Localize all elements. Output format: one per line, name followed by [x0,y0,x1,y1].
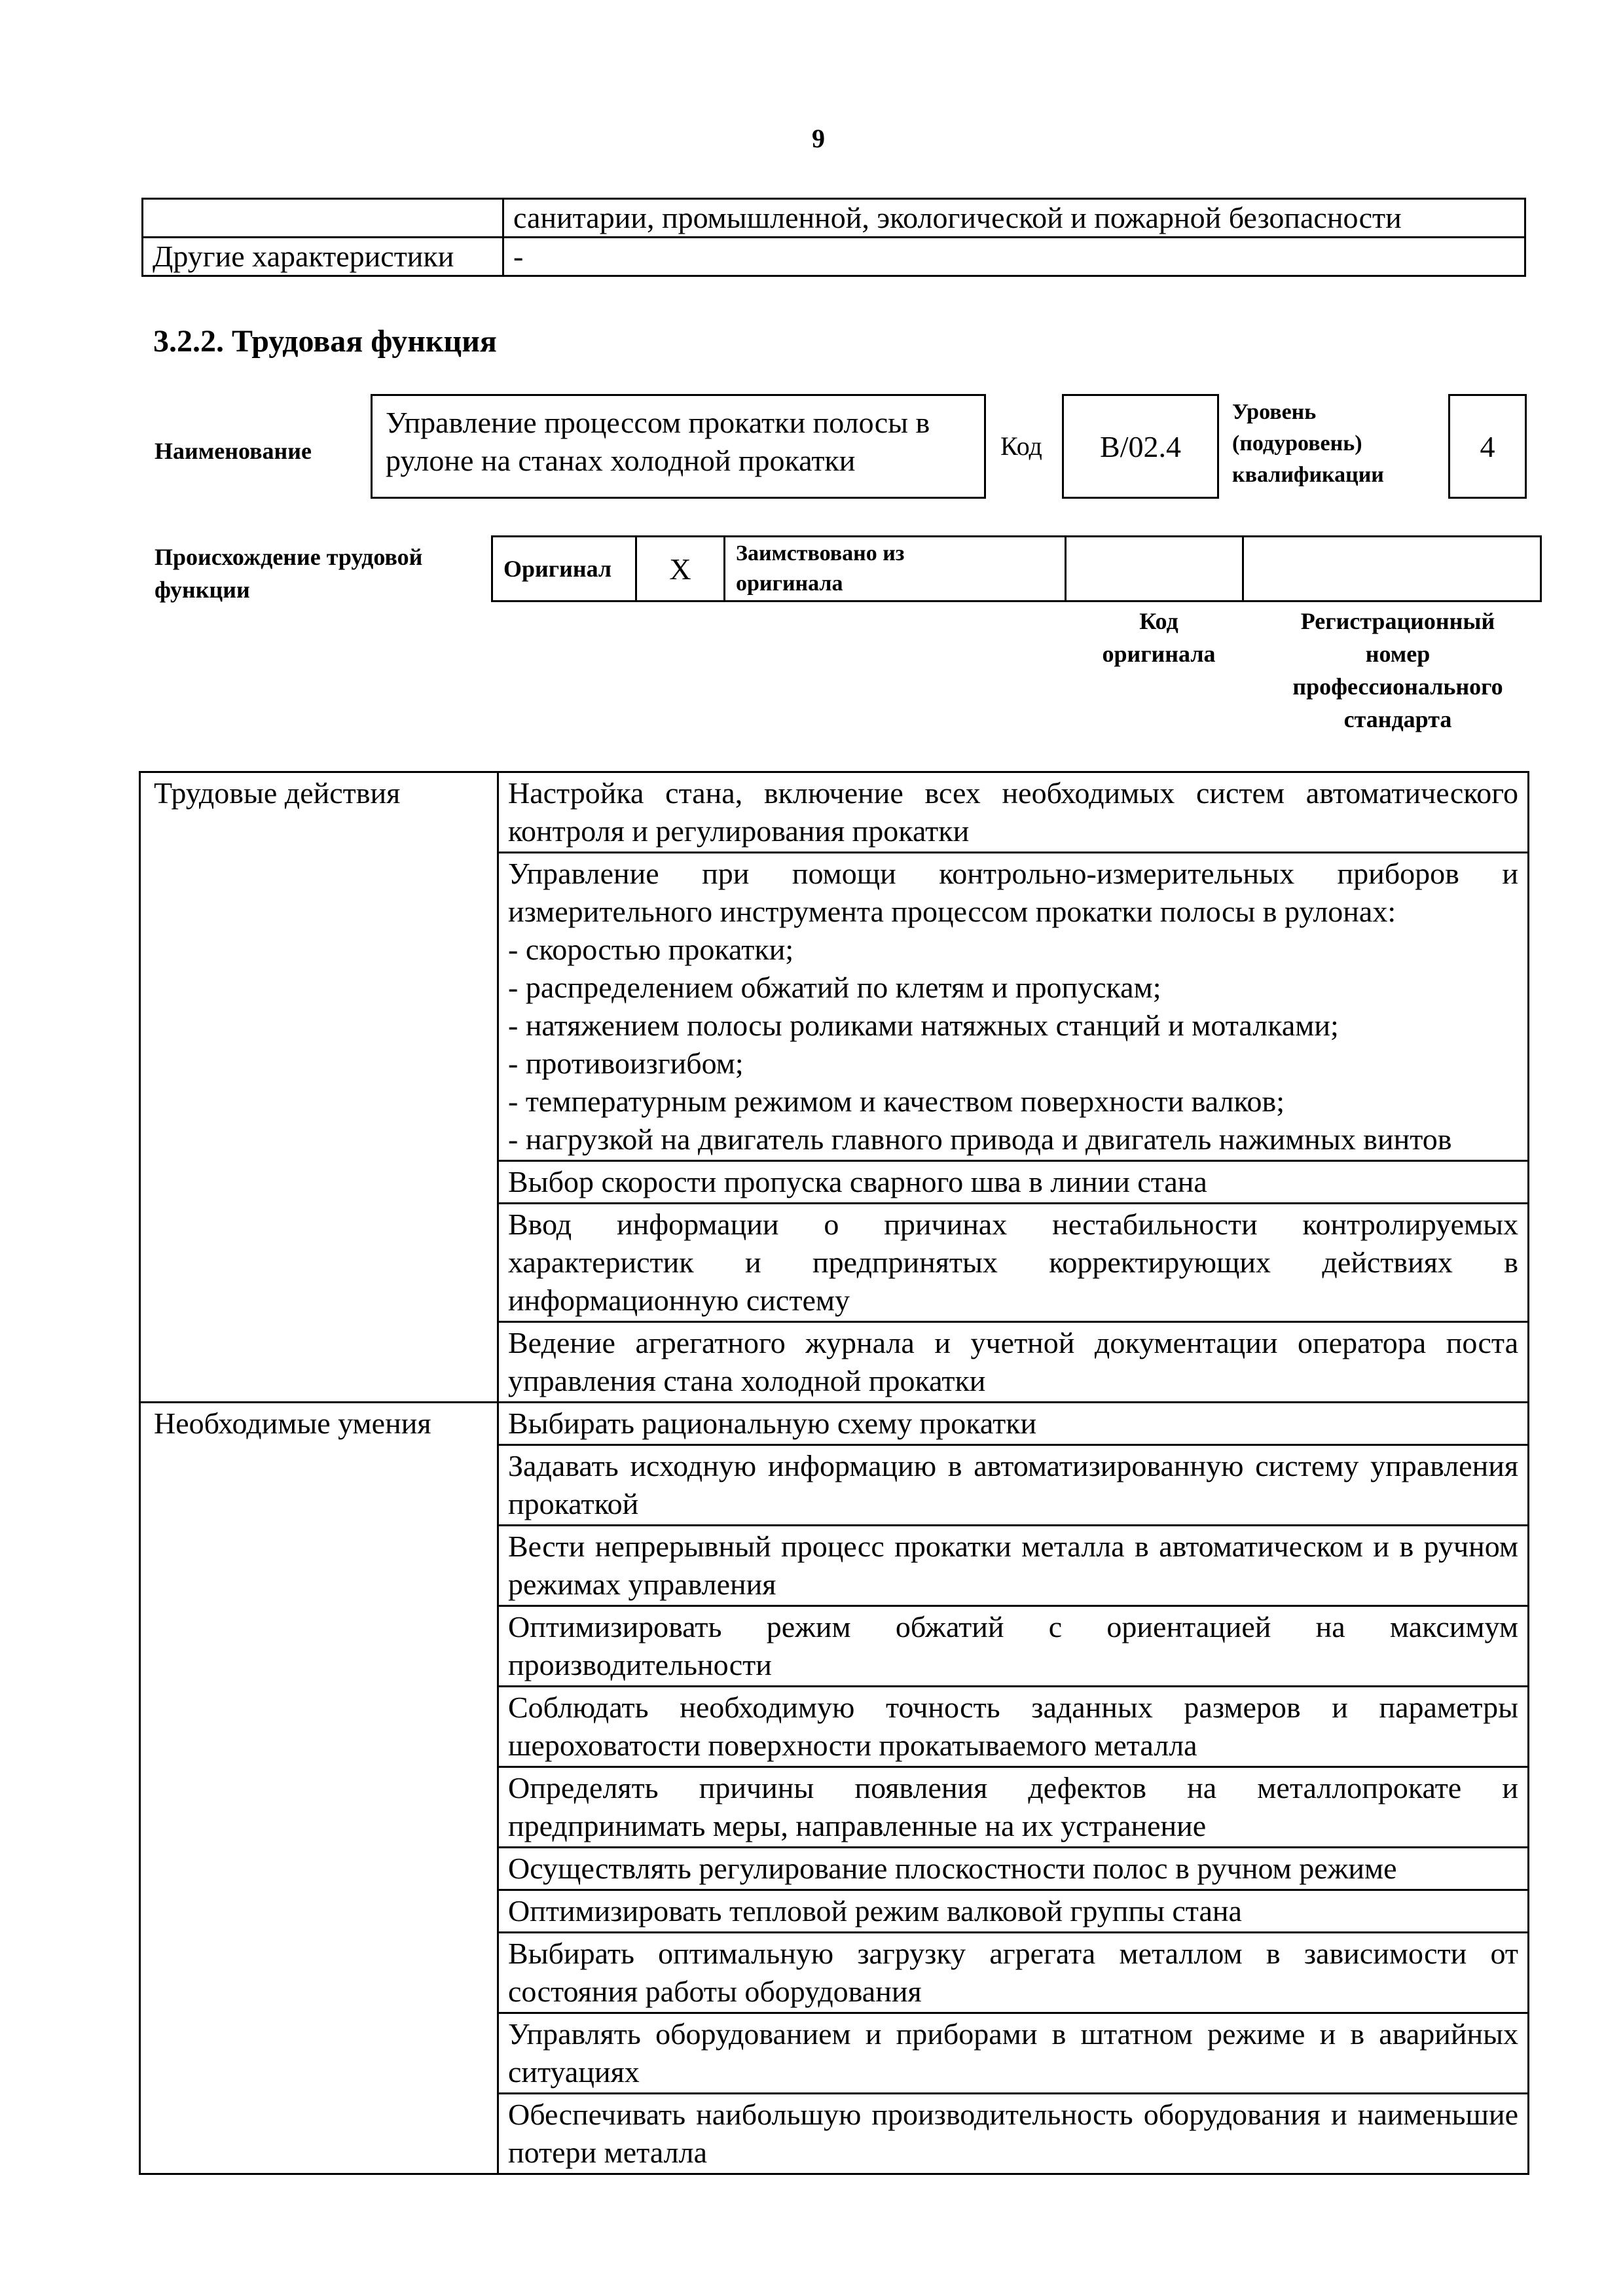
required-skills-heading: Необходимые умения [140,1403,498,2174]
table-cell: санитарии, промышленной, экологической и пожарной безопасности [503,199,1525,238]
table-row [492,537,1541,601]
origin-label-line: функции [155,577,250,603]
code-box [1062,394,1219,499]
level-label-line: квалификации [1232,463,1384,487]
table-cell [143,199,503,238]
code-caption-line: оригинала [1102,641,1216,667]
labor-actions-heading: Трудовые действия [140,772,498,1403]
top-table-fragment [141,198,1526,277]
original-code-cell [1066,537,1243,601]
borrowed-label [725,537,1066,601]
table-cell: Другие характеристики [143,238,503,276]
registration-caption [1244,605,1552,736]
function-name-line: рулоне на станах холодной прокатки [386,444,856,477]
labor-action-subitem: - нагрузкой на двигатель главного привода и двигатель нажимных винтов [508,1122,1452,1156]
skill-item: Задавать исходную информацию в автоматизированную систему управления прокаткой [498,1445,1529,1526]
level-value: 4 [1480,429,1495,463]
function-name-line: Управление процессом прокатки полосы в [386,406,930,439]
registration-caption-line: Регистрационный [1300,608,1495,634]
labor-action-item: Выбор скорости пропуска сварного шва в линии стана [498,1161,1529,1204]
origin-label-line: Происхождение трудовой [155,544,423,570]
labor-action-subitem: - противоизгибом; [508,1047,744,1080]
original-label: Оригинал [492,537,636,601]
table-row [143,199,1525,238]
skill-item: Определять причины появления дефектов на металлопрокате и предпринимать меры, направленные на их устранение [498,1767,1529,1848]
original-mark: X [636,537,725,601]
labor-action-subitem: - температурным режимом и качеством поверхности валков; [508,1085,1285,1118]
skill-item: Вести непрерывный процесс прокатки металла в автоматическом и в ручном режимах управления [498,1526,1529,1606]
table-row [143,238,1525,276]
labor-action-item: Ввод информации о причинах нестабильности контролируемых характеристик и предпринятых корректирующих действиях в информационную систему [498,1204,1529,1322]
level-label [1232,397,1384,491]
code-caption [1087,605,1231,670]
registration-caption-line: номер [1365,641,1431,667]
labor-action-intro: Управление при помощи контрольно-измерительных приборов и измерительного инструмента процессом прокатки полосы в рулонах: [508,857,1518,928]
skill-item: Выбирать рациональную схему прокатки [498,1403,1529,1445]
code-label: Код [1000,431,1042,461]
skill-item: Оптимизировать режим обжатий с ориентацией на максимум производительности [498,1606,1529,1687]
labor-action-subitem: - распределением обжатий по клетям и пропускам; [508,971,1161,1004]
labor-action-item [498,853,1529,1161]
origin-table [491,535,1542,602]
skill-item: Соблюдать необходимую точность заданных размеров и параметры шероховатости поверхности прокатываемого металла [498,1687,1529,1767]
level-label-line: Уровень [1232,400,1317,424]
section-title: 3.2.2. Трудовая функция [153,324,497,359]
name-label: Наименование [155,438,312,464]
table-cell: - [503,238,1525,276]
labor-action-subitem: - натяжением полосы роликами натяжных станций и моталками; [508,1009,1339,1042]
skill-item: Осуществлять регулирование плоскостности полос в ручном режиме [498,1848,1529,1890]
page-number: 9 [812,124,825,153]
borrowed-label-line: оригинала [736,571,843,596]
code-value: B/02.4 [1100,429,1181,463]
borrowed-label-line: Заимствовано из [736,541,905,565]
labor-action-item: Ведение агрегатного журнала и учетной документации оператора поста управления стана холодной прокатки [498,1322,1529,1403]
labor-action-subitem: - скоростью прокатки; [508,933,794,966]
origin-label [155,541,422,606]
level-box [1448,394,1527,499]
skill-item: Обеспечивать наибольшую производительность оборудования и наименьшие потери металла [498,2094,1529,2174]
skill-item: Управлять оборудованием и приборами в штатном режиме и в аварийных ситуациях [498,2013,1529,2094]
skill-item: Выбирать оптимальную загрузку агрегата металлом в зависимости от состояния работы оборудования [498,1933,1529,2013]
skill-item: Оптимизировать тепловой режим валковой группы стана [498,1890,1529,1933]
code-caption-line: Код [1139,608,1178,634]
level-label-line: (подуровень) [1232,431,1362,456]
table-row [140,772,1529,853]
function-name-box [371,394,986,499]
labor-action-item: Настройка стана, включение всех необходимых систем автоматического контроля и регулирования прокатки [498,772,1529,853]
table-row [140,1403,1529,1445]
registration-caption-line: профессионального [1292,673,1503,700]
main-table [139,771,1529,2175]
registration-number-cell [1243,537,1541,601]
registration-caption-line: стандарта [1343,706,1452,732]
